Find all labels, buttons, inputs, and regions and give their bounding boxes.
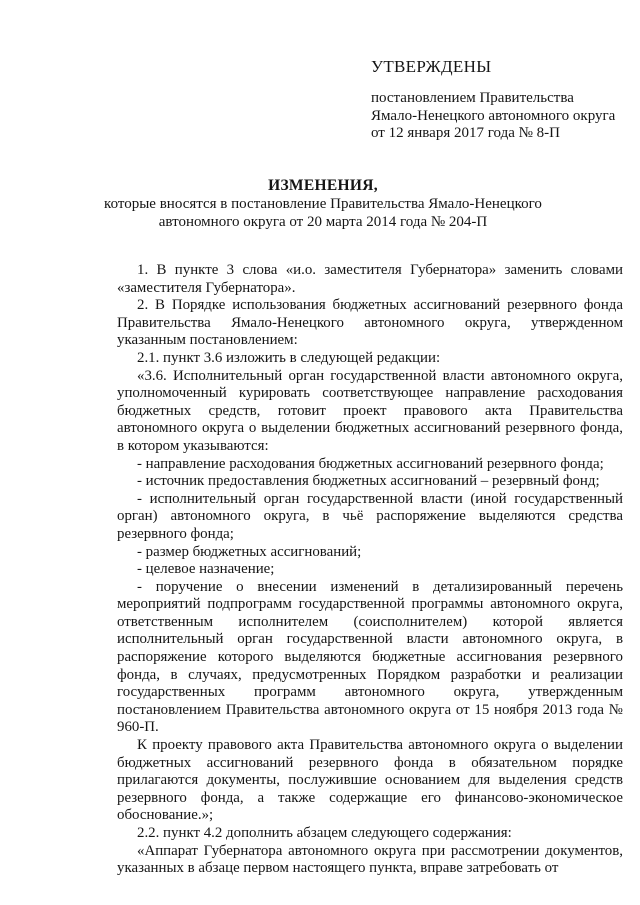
heading-subtitle-line: автономного округа от 20 марта 2014 года № 204-П [158, 214, 488, 230]
list-item: - исполнительный орган государственной власти (иной государственный орган) автономного округа, в чьё распоряжение выделяются средства резервного фонда; [117, 490, 623, 542]
list-item: - направление расходования бюджетных ассигнований резервного фонда; [137, 455, 604, 472]
paragraph: «3.6. Исполнительный орган государственной власти автономного округа, уполномоченный курировать соответствующее направление расходования бюджетных средств, готовит проект правового акта Правительства автономного округа о выделении бюджетных ассигнований резервного фонда, в котором указываются: [117, 367, 623, 454]
document-heading [90, 176, 556, 231]
heading-title: ИЗМЕНЕНИЯ, [268, 177, 378, 194]
paragraph: 2. В Порядке использования бюджетных ассигнований резервного фонда Правительства Ямало-Ненецкого автономного округа, утвержденном указанным постановлением: [117, 297, 623, 349]
list-item: - источник предоставления бюджетных ассигнований – резервный фонд; [137, 473, 600, 490]
approval-line: Ямало-Ненецкого автономного округа [371, 107, 616, 124]
paragraph: К проекту правового акта Правительства автономного округа о выделении бюджетных ассигнований резервного фонда в обязательном порядке прилагаются документы, послужившие основанием для выделения средств резервного фонда, а также содержащие его финансово-экономическое обоснование.»; [117, 737, 623, 824]
paragraph: «Аппарат Губернатора автономного округа при рассмотрении документов, указанных в абзаце первом настоящего пункта, вправе затребовать от [117, 842, 623, 877]
list-item: - размер бюджетных ассигнований; [137, 543, 362, 560]
document-body [117, 262, 623, 878]
list-item: - целевое назначение; [137, 561, 275, 578]
heading-subtitle-line: которые вносятся в постановление Правительства Ямало-Ненецкого [104, 196, 542, 212]
approval-block [371, 56, 631, 143]
paragraph: 1. В пункте 3 слова «и.о. заместителя Губернатора» заменить словами «заместителя Губернатора». [117, 262, 623, 296]
approval-title: УТВЕРЖДЕНЫ [371, 57, 492, 76]
paragraph: 2.1. пункт 3.6 изложить в следующей редакции: [137, 349, 441, 366]
approval-line: от 12 января 2017 года № 8-П [371, 125, 561, 141]
paragraph: 2.2. пункт 4.2 дополнить абзацем следующего содержания: [137, 825, 512, 841]
list-item: - поручение о внесении изменений в детализированный перечень мероприятий подпрограмм государственной программы автономного округа, ответственным исполнителем (соисполнителем) которой является исполнительный орган государственной власти автономного округа, в распоряжение которого выделяются бюджетные ассигнования резервного фонда, в случаях, предусмотренных Порядком разработки и реализации государственных программ автономного округа, утвержденным постановлением Правительства автономного округа от 15 ноября 2013 года № 960-П. [117, 578, 623, 736]
approval-line: постановлением Правительства [371, 90, 574, 106]
